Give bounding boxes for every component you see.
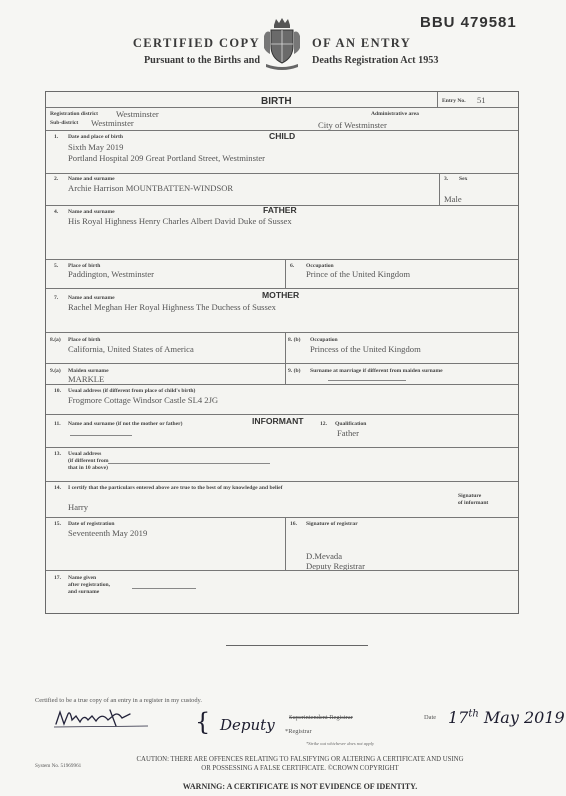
field-2-label: Name and surname [68,176,115,182]
field-2-number: 2. [54,176,59,182]
field-15-number: 15. [54,521,61,527]
field-9a-label: Maiden surname [68,368,109,374]
field-4-number: 4. [54,209,59,215]
registrar-name-value: D.Mevada [306,551,343,561]
deputy-handwritten: Deputy [220,716,275,734]
superintendent-registrar-struck: Superintendent Registrar [289,714,353,721]
divider-line [226,645,368,646]
entry-no-value: 51 [477,95,486,105]
child-sex-value: Male [444,194,462,204]
registrar-title-value: Deputy Registrar [306,561,365,571]
section-informant: INFORMANT [252,416,304,426]
mother-occupation-value: Princess of the United Kingdom [310,344,421,354]
field-17-number: 17. [54,575,61,581]
field-17-label-2: after registration, [68,582,111,588]
field-12-number: 12. [320,421,327,427]
child-name-value: Archie Harrison MOUNTBATTEN-WINDSOR [68,183,234,193]
field-14-number: 14. [54,485,61,491]
registration-district-value: Westminster [116,109,159,119]
birth-date-value: Sixth May 2019 [68,142,124,152]
field-7-label: Name and surname [68,295,115,301]
certified-true-copy-text: Certified to be a true copy of an entry in a register in my custody. [35,697,202,704]
field-13-label-1: Usual address [68,451,102,457]
royal-coat-of-arms-icon [262,16,302,72]
field-4-label: Name and surname [68,209,115,215]
field-8b-label: Occupation [310,337,338,343]
subtitle-left: Pursuant to the Births and [143,55,260,66]
field-10-number: 10. [54,388,61,394]
section-child: CHILD [269,131,296,141]
entry-no-label: Entry No. [442,98,466,104]
field-11-number: 11. [54,421,61,427]
identity-warning: WARNING: A CERTIFICATE IS NOT EVIDENCE OF IDENTITY. [182,782,418,791]
field-17-label-3: and surname [68,589,100,595]
registrar-label: *Registrar [285,728,312,735]
administrative-area-label: Administrative area [371,111,419,117]
field-13-label-2: (if different from [68,458,109,464]
bracket-mark-icon: { [195,708,211,736]
father-name-value: His Royal Highness Henry Charles Albert David Duke of Sussex [68,216,292,226]
registration-date-value: Seventeenth May 2019 [68,528,148,538]
date-label: Date [424,714,437,721]
superintendent-signature-icon [52,706,152,730]
system-number: System No. 51969961 [35,763,82,769]
signature-of-informant-label-2: of informant [458,500,489,506]
date-suffix: th [468,708,479,720]
date-day: 17 [448,708,469,727]
header-left [100,36,260,66]
field-5-number: 5. [54,263,59,269]
field-1-label: Date and place of birth [68,134,124,140]
section-mother: MOTHER [262,290,300,300]
field-9b-number: 9. (b) [288,368,301,374]
field-3-label: Sex [459,176,468,182]
field-7-number: 7. [54,295,59,301]
strike-out-note: *Strike out whichever does not apply [306,741,374,746]
title-right: OF AN ENTRY [312,36,412,50]
birth-place-value: Portland Hospital 209 Great Portland Street, Westminster [68,153,266,163]
field-10-label: Usual address (if different from place of child's birth) [68,388,196,394]
section-father: FATHER [263,205,297,215]
date-handwritten [448,708,565,727]
title-left: CERTIFIED COPY [132,36,260,50]
header-right [312,36,482,66]
field-11-label: Name and surname (if not the mother or father) [68,421,183,427]
registration-district-label: Registration district [50,111,99,117]
field-3-number: 3. [444,176,449,182]
field-5-label: Place of birth [68,263,101,269]
field-1-number: 1. [54,134,59,140]
caution-line-1: CAUTION: THERE ARE OFFENCES RELATING TO FALSIFYING OR ALTERING A CERTIFICATE AND USING [136,756,464,763]
field-16-number: 16. [290,521,297,527]
informant-signature-value: Harry [68,502,89,512]
field-8b-number: 8. (b) [288,337,301,343]
field-13-number: 13. [54,451,61,457]
field-14-label: I certify that the particulars entered above are true to the best of my knowledge and belief [68,485,283,491]
field-17-label-1: Name given [68,575,97,581]
mother-maiden-surname-value: MARKLE [68,374,105,384]
informant-qualification-value: Father [337,428,359,438]
field-15-label: Date of registration [68,521,115,527]
mother-name-value: Rachel Meghan Her Royal Highness The Duchess of Sussex [68,302,276,312]
sub-district-label: Sub-district [50,120,79,126]
birth-entry-form [45,91,519,614]
caution-notice [60,755,540,773]
field-13-label-3: that in 10 above) [68,465,108,471]
father-occupation-value: Prince of the United Kingdom [306,269,411,279]
field-8a-label: Place of birth [68,337,101,343]
mother-birthplace-value: California, United States of America [68,344,194,354]
father-birthplace-value: Paddington, Westminster [68,269,155,279]
field-9a-number: 9.(a) [50,368,61,374]
field-12-label: Qualification [335,421,367,427]
caution-line-2: OR POSSESSING A FALSE CERTIFICATE. ©CROWN COPYRIGHT [201,765,399,772]
usual-address-value: Frogmore Cottage Windsor Castle SL4 2JG [68,395,219,405]
signature-of-informant-label-1: Signature [458,493,482,499]
certificate-serial-number: BBU 479581 [420,14,517,31]
administrative-area-value: City of Westminster [318,120,387,130]
field-16-label: Signature of registrar [306,521,358,527]
sub-district-value: Westminster [91,118,134,128]
field-6-label: Occupation [306,263,334,269]
date-rest: May 2019 [483,708,565,727]
subtitle-right: Deaths Registration Act 1953 [312,55,439,66]
field-9b-label: Surname at marriage if different from maiden surname [310,368,443,374]
field-6-number: 6. [290,263,295,269]
field-8a-number: 8.(a) [50,337,61,343]
form-title: BIRTH [261,96,292,107]
